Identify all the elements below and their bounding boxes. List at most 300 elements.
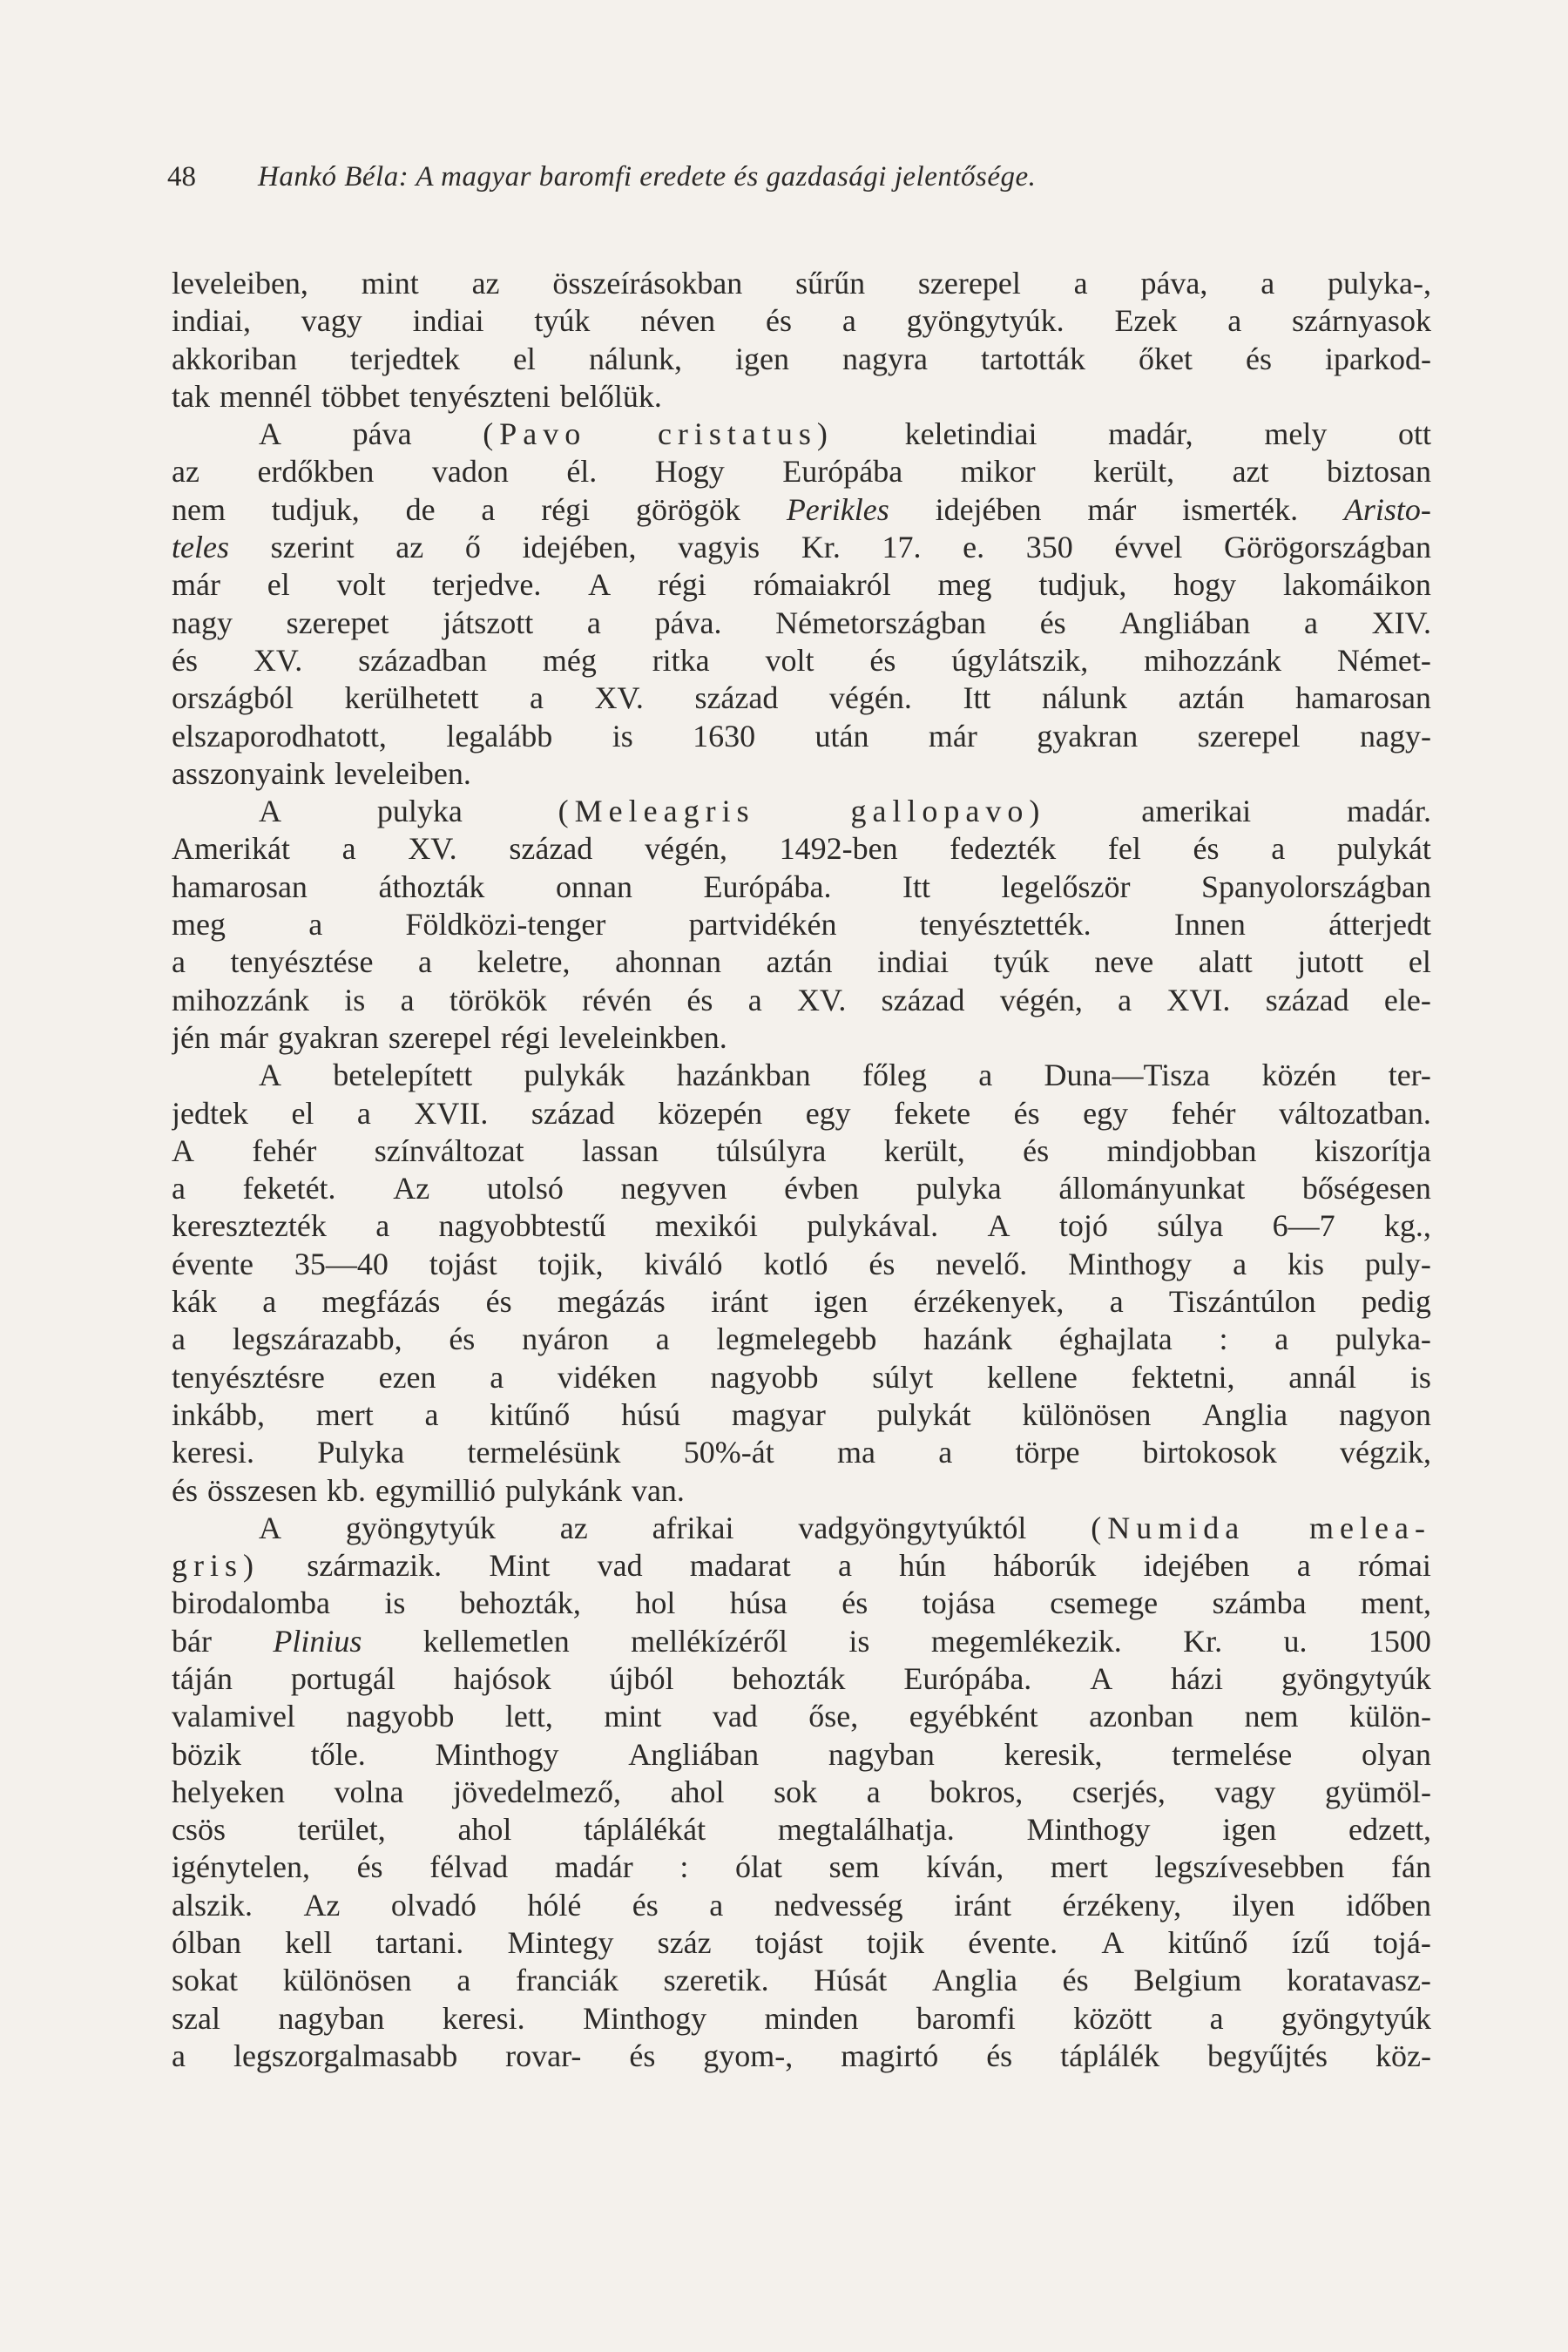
text-line bbox=[172, 1396, 1431, 1434]
word: ezen bbox=[378, 1359, 436, 1395]
word: Európába bbox=[782, 454, 903, 490]
text-line bbox=[172, 1095, 1431, 1132]
word: a bbox=[172, 1171, 186, 1206]
word: század bbox=[509, 831, 593, 867]
word: szárnyasok bbox=[1292, 303, 1431, 339]
word: évben bbox=[784, 1171, 860, 1206]
word: nálunk bbox=[1041, 680, 1127, 716]
word: legszívesebben bbox=[1154, 1849, 1345, 1885]
word: el bbox=[1408, 944, 1431, 980]
word: tojik bbox=[867, 1925, 925, 1961]
word: XIV. bbox=[1371, 605, 1431, 640]
word: a bbox=[1233, 1246, 1247, 1281]
word: indiai, bbox=[172, 303, 251, 339]
word: kiszorítja bbox=[1314, 1132, 1431, 1168]
word: tak bbox=[172, 378, 210, 414]
text-line bbox=[172, 642, 1431, 679]
word: hogy bbox=[1173, 567, 1237, 603]
word: A bbox=[987, 1208, 1010, 1244]
word: gyakran bbox=[1037, 718, 1139, 754]
word: összesen bbox=[207, 1472, 317, 1508]
text-line bbox=[172, 302, 1431, 340]
word: gyakran bbox=[277, 1019, 379, 1055]
word: és bbox=[1062, 1963, 1089, 1998]
word: és bbox=[1193, 831, 1220, 867]
word: jutott bbox=[1297, 944, 1364, 980]
word: sok bbox=[774, 1774, 818, 1809]
word: leveleinkben. bbox=[558, 1019, 727, 1055]
word: ritka bbox=[652, 642, 710, 678]
word: pulyka- bbox=[1335, 1321, 1431, 1357]
word: keresi. bbox=[172, 1435, 254, 1470]
word: a bbox=[341, 831, 356, 867]
word: madár. bbox=[1347, 794, 1431, 829]
word: mint bbox=[604, 1699, 662, 1734]
word: játszott bbox=[443, 605, 534, 640]
text-line bbox=[172, 1811, 1431, 1848]
word: lassan bbox=[582, 1132, 659, 1168]
word: afrikai bbox=[652, 1510, 734, 1545]
word: származik. bbox=[307, 1548, 443, 1584]
word: Angliában bbox=[628, 1736, 760, 1772]
text-line bbox=[172, 1472, 1431, 1510]
word: gris) bbox=[172, 1548, 260, 1584]
word: Németországban bbox=[775, 605, 987, 640]
word: tojik, bbox=[537, 1246, 604, 1281]
text-line bbox=[172, 378, 1431, 416]
word: mihozzánk bbox=[172, 982, 309, 1017]
word: elszaporodhatott, bbox=[172, 718, 387, 754]
word: félvad bbox=[429, 1849, 509, 1885]
word: főleg bbox=[862, 1058, 927, 1093]
word: tyúk bbox=[993, 944, 1050, 980]
word: század bbox=[1265, 982, 1349, 1017]
page-number: 48 bbox=[167, 161, 196, 193]
text-line bbox=[172, 1660, 1431, 1698]
word: Minthogy bbox=[1068, 1246, 1193, 1281]
word: század bbox=[881, 982, 965, 1017]
word: tenyészteni bbox=[409, 378, 551, 414]
word: tojá- bbox=[1373, 1925, 1431, 1961]
word: között bbox=[1073, 2000, 1152, 2036]
text-line bbox=[172, 1207, 1431, 1245]
word: régi bbox=[541, 491, 591, 527]
word: terjedtek bbox=[349, 341, 460, 376]
word: belőlük. bbox=[559, 378, 662, 414]
word: madarat bbox=[689, 1548, 791, 1584]
word: fektetni, bbox=[1131, 1359, 1235, 1395]
word: törökök bbox=[449, 982, 547, 1017]
word: nedvesség bbox=[774, 1887, 903, 1923]
word: közepén bbox=[658, 1095, 763, 1131]
word: vadon bbox=[431, 454, 509, 490]
word: különösen bbox=[282, 1963, 412, 1998]
word: összeírásokban bbox=[552, 266, 743, 301]
word: pulykával. bbox=[807, 1208, 939, 1244]
text-line bbox=[172, 1132, 1431, 1170]
text-line bbox=[172, 416, 1431, 453]
word: Mintegy bbox=[507, 1925, 614, 1961]
word: és bbox=[172, 1472, 198, 1508]
word: nyáron bbox=[522, 1321, 610, 1357]
word: vadgyöngytyúktól bbox=[798, 1510, 1027, 1545]
word: 1492-ben bbox=[779, 831, 898, 867]
word: és bbox=[766, 303, 792, 339]
word: kell bbox=[285, 1925, 333, 1961]
word: portugál bbox=[290, 1660, 395, 1696]
word: alatt bbox=[1198, 944, 1253, 980]
word: mexikói bbox=[654, 1208, 758, 1244]
word: madár, bbox=[1108, 416, 1193, 452]
word: mely bbox=[1264, 416, 1328, 452]
word: úgylátszik, bbox=[951, 642, 1089, 678]
word: alszik. bbox=[172, 1887, 253, 1923]
word: e. bbox=[963, 530, 985, 565]
word: súlya bbox=[1157, 1208, 1224, 1244]
word: ízű bbox=[1291, 1925, 1330, 1961]
word: tojást bbox=[429, 1246, 497, 1281]
word: és bbox=[629, 2038, 656, 2073]
word: húsa bbox=[729, 1585, 787, 1621]
word: az bbox=[395, 530, 424, 565]
word: sűrűn bbox=[795, 266, 866, 301]
running-title: Hankó Béla: A magyar baromfi eredete és gazdasági jelentősége. bbox=[258, 161, 1037, 193]
word: igen bbox=[734, 341, 789, 376]
word: időben bbox=[1345, 1887, 1431, 1923]
word: sokat bbox=[172, 1963, 238, 1998]
word: Görögországban bbox=[1224, 530, 1431, 565]
word: fedezték bbox=[950, 831, 1057, 867]
word: száz bbox=[657, 1925, 712, 1961]
word: köz- bbox=[1375, 2038, 1431, 2073]
word: vidéken bbox=[557, 1359, 657, 1395]
word: tartották bbox=[980, 341, 1085, 376]
word: nevelő. bbox=[936, 1246, 1028, 1281]
word: biztosan bbox=[1327, 454, 1431, 490]
word: behozták bbox=[732, 1660, 846, 1696]
word: termelése bbox=[1172, 1736, 1293, 1772]
word: megázás bbox=[557, 1284, 666, 1320]
word: egyébként bbox=[909, 1699, 1038, 1734]
word: keletindiai bbox=[904, 416, 1037, 452]
word: ma bbox=[836, 1435, 875, 1470]
word: A bbox=[1090, 1660, 1113, 1696]
word: a bbox=[1274, 1321, 1289, 1357]
word: cristatus) bbox=[657, 416, 834, 452]
word: A bbox=[259, 794, 281, 829]
word: végén, bbox=[999, 982, 1083, 1017]
word: vad bbox=[712, 1699, 758, 1734]
word: a bbox=[530, 680, 544, 716]
word: ismerték. bbox=[1182, 491, 1299, 527]
word: hol bbox=[635, 1585, 676, 1621]
word: utolsó bbox=[486, 1171, 564, 1206]
word: hamarosan bbox=[172, 868, 308, 904]
word: szerepel bbox=[388, 1019, 491, 1055]
word: újból bbox=[609, 1660, 674, 1696]
word: őse, bbox=[808, 1699, 859, 1734]
word: Belgium bbox=[1133, 1963, 1242, 1998]
word: rómaiakról bbox=[753, 567, 891, 603]
word: és bbox=[356, 1849, 383, 1885]
word: is bbox=[344, 982, 366, 1017]
word: begyűjtés bbox=[1207, 2038, 1328, 2073]
word: közén bbox=[1261, 1058, 1337, 1093]
word: és bbox=[632, 1887, 659, 1923]
word: meg bbox=[172, 907, 226, 943]
word: (Numida bbox=[1091, 1510, 1246, 1545]
word: gyöngytyúk. bbox=[906, 303, 1064, 339]
word: Itt bbox=[963, 680, 991, 716]
word: legalább bbox=[446, 718, 553, 754]
word: páva bbox=[352, 416, 412, 452]
word: ment, bbox=[1361, 1585, 1431, 1621]
word: XVI. bbox=[1166, 982, 1231, 1017]
word: indiai bbox=[412, 303, 484, 339]
word: görögök bbox=[636, 491, 740, 527]
word: végzik, bbox=[1339, 1435, 1431, 1470]
word: cserjés, bbox=[1071, 1774, 1166, 1809]
word: lett, bbox=[504, 1699, 553, 1734]
text-line bbox=[172, 1283, 1431, 1321]
word: a bbox=[308, 907, 323, 943]
word: ahol bbox=[670, 1774, 725, 1809]
word: Hogy bbox=[654, 454, 725, 490]
word: Az bbox=[303, 1887, 341, 1923]
word: keresi. bbox=[442, 2000, 525, 2036]
word: és bbox=[686, 982, 713, 1017]
text-line bbox=[172, 1019, 1431, 1057]
word: is bbox=[384, 1585, 406, 1621]
word: u. bbox=[1283, 1623, 1308, 1659]
word: : bbox=[679, 1849, 689, 1885]
word: már bbox=[1087, 491, 1137, 527]
text-line bbox=[172, 1434, 1431, 1471]
word: gyümöl- bbox=[1324, 1774, 1431, 1809]
text-line bbox=[172, 1170, 1431, 1207]
word: a bbox=[172, 2038, 186, 2073]
word: háborúk bbox=[993, 1548, 1097, 1584]
text-line bbox=[172, 982, 1431, 1019]
word: kitűnő bbox=[1167, 1925, 1248, 1961]
word: Perikles bbox=[786, 491, 889, 527]
word: mint bbox=[361, 266, 419, 301]
word: A bbox=[259, 416, 281, 452]
word: : bbox=[1219, 1321, 1228, 1357]
text-line bbox=[172, 943, 1431, 981]
text-line bbox=[172, 1924, 1431, 1962]
word: hamarosan bbox=[1295, 680, 1431, 716]
word: a bbox=[262, 1284, 277, 1320]
word: Kr. bbox=[801, 530, 841, 565]
word: de bbox=[405, 491, 436, 527]
word: gyom-, bbox=[703, 2038, 794, 2073]
word: is bbox=[612, 718, 633, 754]
word: a bbox=[1303, 605, 1318, 640]
word: kellene bbox=[986, 1359, 1078, 1395]
word: évvel bbox=[1114, 530, 1183, 565]
word: mellékízéről bbox=[631, 1623, 788, 1659]
word: iránt bbox=[954, 1887, 1012, 1923]
word: ter- bbox=[1388, 1058, 1431, 1093]
word: került, bbox=[1093, 454, 1175, 490]
word: gyöngytyúk bbox=[1281, 1660, 1431, 1696]
word: évente bbox=[172, 1246, 253, 1281]
word: még bbox=[542, 642, 597, 678]
word: után bbox=[814, 718, 869, 754]
word: volt bbox=[336, 567, 386, 603]
word: hún bbox=[899, 1548, 947, 1584]
word: tartani. bbox=[375, 1925, 464, 1961]
word: gyöngytyúk bbox=[345, 1510, 496, 1545]
word: él. bbox=[566, 454, 598, 490]
word: évente. bbox=[968, 1925, 1058, 1961]
word: végén, bbox=[644, 831, 727, 867]
word: számba bbox=[1212, 1585, 1307, 1621]
word: pulykát bbox=[876, 1396, 971, 1432]
word: akkoriban bbox=[172, 341, 297, 376]
word: minden bbox=[764, 2000, 859, 2036]
word: a bbox=[375, 1208, 390, 1244]
word: Duna—Tisza bbox=[1044, 1058, 1211, 1093]
word: a bbox=[837, 1548, 852, 1584]
word: átterjedt bbox=[1328, 907, 1431, 943]
word: amerikai bbox=[1141, 794, 1252, 829]
word: mert bbox=[315, 1396, 374, 1432]
word: teles bbox=[172, 530, 229, 565]
text-line bbox=[172, 1510, 1431, 1547]
word: bőségesen bbox=[1301, 1171, 1431, 1206]
word: franciák bbox=[516, 1963, 618, 1998]
word: birtokosok bbox=[1142, 1435, 1277, 1470]
word: kerülhetett bbox=[344, 680, 479, 716]
word: kis bbox=[1287, 1246, 1324, 1281]
word: Spanyolországban bbox=[1201, 868, 1431, 904]
word: magyar bbox=[731, 1396, 826, 1432]
word: tenyésztették. bbox=[919, 907, 1092, 943]
word: koratavasz- bbox=[1287, 1963, 1431, 1998]
word: azonban bbox=[1089, 1699, 1194, 1734]
word: mindjobban bbox=[1106, 1132, 1257, 1168]
word: már bbox=[928, 718, 977, 754]
word: Innen bbox=[1173, 907, 1246, 943]
text-line bbox=[172, 830, 1431, 868]
word: egy bbox=[805, 1095, 851, 1131]
word: keresik, bbox=[1004, 1736, 1103, 1772]
word: a bbox=[978, 1058, 993, 1093]
word: A bbox=[259, 1510, 281, 1545]
word: aztán bbox=[1178, 680, 1245, 716]
word: XV. bbox=[796, 982, 847, 1017]
word: tudjuk, bbox=[271, 491, 360, 527]
word: Európába. bbox=[903, 1660, 1032, 1696]
word: és bbox=[986, 2038, 1013, 2073]
text-line bbox=[172, 605, 1431, 642]
word: érzékeny, bbox=[1062, 1887, 1182, 1923]
word: mihozzánk bbox=[1144, 642, 1282, 678]
word: XV. bbox=[253, 642, 303, 678]
word: áthozták bbox=[378, 868, 485, 904]
word: nem bbox=[172, 491, 226, 527]
word: állományunkat bbox=[1058, 1171, 1246, 1206]
word: igen bbox=[814, 1284, 868, 1320]
word: és bbox=[841, 1585, 868, 1621]
word: a bbox=[418, 944, 433, 980]
word: században bbox=[358, 642, 487, 678]
word: igen bbox=[1222, 1812, 1277, 1848]
word: pulykák bbox=[524, 1058, 625, 1093]
word: és bbox=[1023, 1132, 1050, 1168]
word: (Meleagris bbox=[558, 794, 755, 829]
word: Tiszántúlon bbox=[1168, 1284, 1316, 1320]
word: A bbox=[1101, 1925, 1125, 1961]
word: a bbox=[1271, 831, 1286, 867]
word: a bbox=[456, 1963, 471, 1998]
word: el bbox=[291, 1095, 314, 1131]
word: már bbox=[172, 567, 220, 603]
word: Aristo- bbox=[1343, 491, 1431, 527]
word: Minthogy bbox=[583, 2000, 707, 2036]
word: 1500 bbox=[1368, 1623, 1431, 1659]
word: 50%-át bbox=[683, 1435, 774, 1470]
word: megfázás bbox=[321, 1284, 441, 1320]
word: is bbox=[1409, 1359, 1431, 1395]
word: volna bbox=[334, 1774, 404, 1809]
word: XVII. bbox=[414, 1095, 489, 1131]
word: 6—7 bbox=[1272, 1208, 1335, 1244]
word: csemege bbox=[1050, 1585, 1159, 1621]
word: nagyobb bbox=[710, 1359, 819, 1395]
word: ólban bbox=[172, 1925, 241, 1961]
word: Plinius bbox=[273, 1623, 362, 1659]
text-line bbox=[172, 1359, 1431, 1396]
word: páva, bbox=[1140, 266, 1208, 301]
word: edzett, bbox=[1348, 1812, 1431, 1848]
word: ólat bbox=[735, 1849, 782, 1885]
word: és bbox=[869, 642, 896, 678]
word: a bbox=[1227, 303, 1242, 339]
text-line bbox=[172, 1057, 1431, 1094]
word: fekete bbox=[894, 1095, 971, 1131]
word: Kr. bbox=[1183, 1623, 1223, 1659]
word: pulyka bbox=[376, 794, 463, 829]
word: végén. bbox=[828, 680, 912, 716]
word: helyeken bbox=[172, 1774, 285, 1809]
word: 17. bbox=[882, 530, 922, 565]
word: és bbox=[485, 1284, 512, 1320]
word: súlyt bbox=[872, 1359, 934, 1395]
word: túlsúlyra bbox=[716, 1132, 827, 1168]
word: és bbox=[1013, 1095, 1040, 1131]
word: terjedve. bbox=[432, 567, 542, 603]
word: sem bbox=[828, 1849, 880, 1885]
word: a bbox=[586, 605, 601, 640]
word: került, bbox=[883, 1132, 965, 1168]
word: behozták, bbox=[459, 1585, 581, 1621]
word: Pulyka bbox=[317, 1435, 405, 1470]
word: a bbox=[655, 1321, 670, 1357]
word: kitűnő bbox=[490, 1396, 571, 1432]
text-line bbox=[172, 906, 1431, 943]
word: vagy bbox=[301, 303, 362, 339]
word: század bbox=[531, 1095, 615, 1131]
word: változatban. bbox=[1278, 1095, 1431, 1131]
word: a bbox=[481, 491, 496, 527]
word: érzékenyek, bbox=[913, 1284, 1064, 1320]
word: a bbox=[1260, 266, 1275, 301]
word: asszonyaink bbox=[172, 755, 325, 791]
word: néven bbox=[640, 303, 716, 339]
